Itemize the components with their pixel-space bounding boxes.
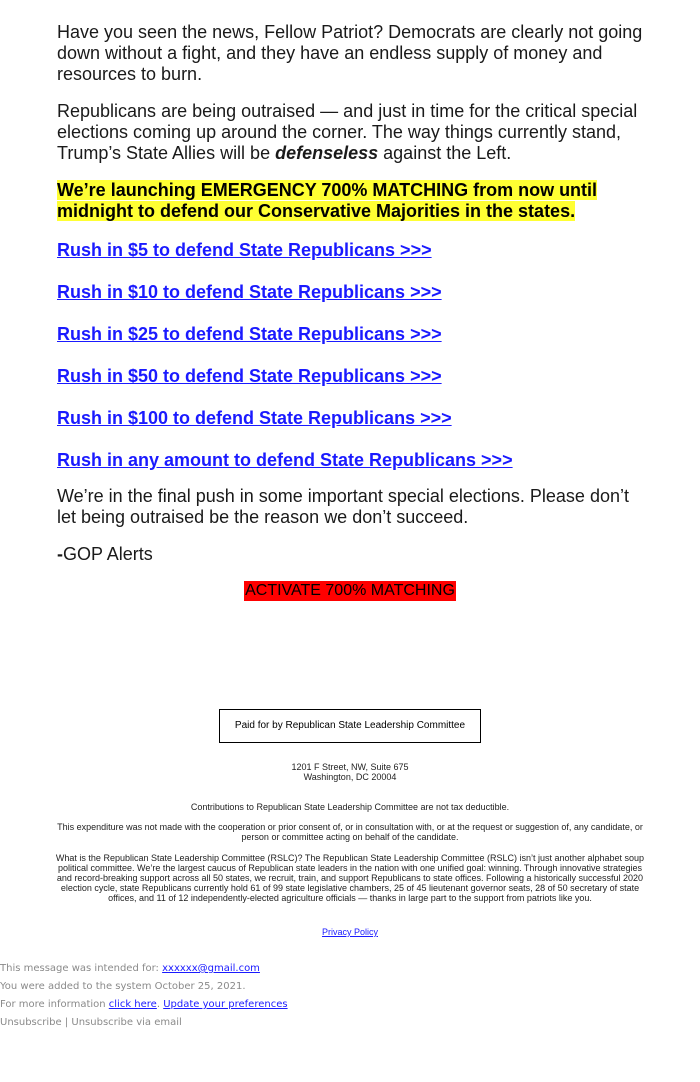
privacy-policy-link[interactable]: Privacy Policy <box>321 927 378 937</box>
highlighted-matching-text: We’re launching EMERGENCY 700% MATCHING from now until midnight to defend our Conservative Majorities in the states. <box>57 180 598 221</box>
donate-link-100[interactable]: Rush in $100 to defend State Republicans >>> <box>57 408 452 428</box>
unsubscribe-separator: | <box>61 1017 72 1028</box>
matching-announcement <box>57 180 647 222</box>
donate-link-10[interactable]: Rush in $10 to defend State Republicans >>> <box>57 282 442 302</box>
signature-dash: - <box>57 544 63 564</box>
rslc-about-text: What is the Republican State Leadership Committee (RSLC)? The Republican State Leadership Committee (RSLC) isn’t just another alphabet soup political committee. We’re the largest caucus of Republican state leaders in the nation with one unified goal: winning. Through innovative strategies and record-breaking support across all 50 states, we recruit, train, and support Republicans to state offices. Following a historically successful 2020 election cycle, state Republicans currently hold 61 of 99 state legislative chambers, 25 of 45 lieutenant governor seats, 28 of 50 secretary of state offices, and 11 of 12 independently-elected agriculture officials — thanks in large part to the support from patriots like you. <box>55 853 645 903</box>
privacy-policy-row <box>50 927 650 937</box>
intended-for-label: This message was intended for: <box>0 963 163 974</box>
more-info-label: For more information <box>0 999 109 1010</box>
more-info-line <box>0 999 288 1011</box>
donate-link-25[interactable]: Rush in $25 to defend State Republicans >>> <box>57 324 442 344</box>
unsubscribe-link[interactable]: Unsubscribe <box>0 1017 62 1028</box>
mailing-address <box>50 762 650 782</box>
activate-matching-button[interactable]: ACTIVATE 700% MATCHING <box>245 582 455 599</box>
donate-link-any-amount[interactable]: Rush in any amount to defend State Republicans >>> <box>57 450 513 470</box>
signature-name: GOP Alerts <box>63 544 153 564</box>
intro-p2-end: against the Left. <box>378 143 512 163</box>
closing-paragraph: We’re in the final push in some important special elections. Please don’t let being outraised be the reason we don’t succeed. <box>57 486 629 527</box>
intro-paragraph-2 <box>57 101 647 164</box>
paid-for-disclaimer-box: Paid for by Republican State Leadership Committee <box>219 709 481 743</box>
unsubscribe-line <box>0 1017 182 1029</box>
email-body <box>57 22 647 581</box>
tax-deductible-note: Contributions to Republican State Leadership Committee are not tax deductible. <box>190 802 510 812</box>
intended-for-line <box>0 963 260 975</box>
donate-link-5[interactable]: Rush in $5 to defend State Republicans >>> <box>57 240 432 260</box>
emphasis-defenseless: defenseless <box>275 143 379 163</box>
expenditure-disclaimer: This expenditure was not made with the cooperation or prior consent of, or in consultation with, or at the request or suggestion of, any candidate, or person or committee acting on behalf of the candidate. <box>57 822 643 842</box>
added-to-system-line: You were added to the system October 25, 2021. <box>0 981 246 992</box>
signature <box>57 544 647 565</box>
cta-container <box>0 581 700 601</box>
donate-link-50[interactable]: Rush in $50 to defend State Republicans >>> <box>57 366 442 386</box>
address-line-2: Washington, DC 20004 <box>303 772 397 782</box>
more-info-separator: . <box>156 999 164 1010</box>
click-here-link[interactable]: click here <box>108 999 157 1010</box>
address-line-1: 1201 F Street, NW, Suite 675 <box>291 762 409 772</box>
recipient-email-link[interactable]: xxxxxx@gmail.com <box>162 963 260 974</box>
intro-p2-text: Republicans are being outraised — and just in time for the critical special elections coming up around the corner. The way things currently stand, Trump’s State Allies will be <box>57 101 638 163</box>
intro-paragraph-1: Have you seen the news, Fellow Patriot? Democrats are clearly not going down without a fight, and they have an endless supply of money and resources to burn. <box>57 22 643 84</box>
update-preferences-link[interactable]: Update your preferences <box>163 999 288 1010</box>
unsubscribe-via-email-link[interactable]: Unsubscribe via email <box>71 1017 182 1028</box>
